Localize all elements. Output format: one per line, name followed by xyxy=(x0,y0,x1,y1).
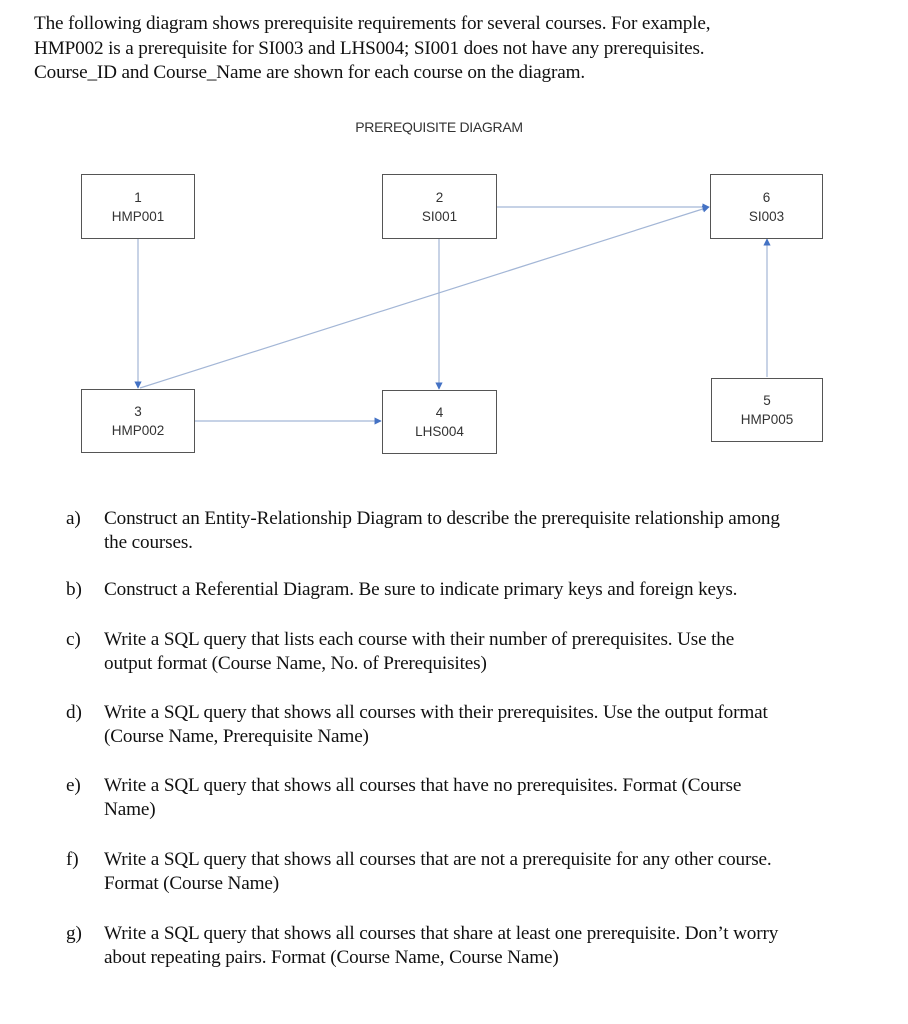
course-name: SI003 xyxy=(748,208,785,224)
course-id: 2 xyxy=(435,189,444,205)
question-line: Format (Course Name) xyxy=(104,873,279,894)
course-name: LHS004 xyxy=(415,424,464,439)
course-node-3 xyxy=(81,389,195,453)
question-text xyxy=(104,628,884,676)
question-line: Write a SQL query that shows all courses that have no prerequisites. Format (Course xyxy=(104,775,742,796)
question-line: Write a SQL query that shows all courses with their prerequisites. Use the output format xyxy=(104,702,768,723)
question-text xyxy=(104,774,884,822)
course-id: 3 xyxy=(134,404,142,419)
question-line: Construct a Referential Diagram. Be sure to indicate primary keys and foreign keys. xyxy=(104,579,738,600)
question-text xyxy=(104,578,884,602)
question-label: e) xyxy=(66,775,81,796)
question-line: Write a SQL query that lists each course with their number of prerequisites. Use the xyxy=(104,629,735,650)
course-node-6 xyxy=(710,174,823,239)
course-id: 6 xyxy=(762,189,771,205)
question-line: about repeating pairs. Format (Course Name, Course Name) xyxy=(104,947,559,968)
course-node-2 xyxy=(382,174,497,239)
intro-line: HMP002 is a prerequisite for SI003 and LHS004; SI001 does not have any prerequisites. xyxy=(34,37,705,59)
prerequisite-diagram xyxy=(0,0,908,480)
question-text xyxy=(104,848,884,896)
course-node-4 xyxy=(382,390,497,454)
course-id: 5 xyxy=(763,393,771,408)
question-text xyxy=(104,922,884,970)
course-id: 4 xyxy=(435,405,444,420)
course-name: HMP005 xyxy=(740,412,794,427)
question-line: Construct an Entity-Relationship Diagram to describe the prerequisite relationship among xyxy=(104,508,780,529)
question-line: the courses. xyxy=(104,532,193,553)
course-node-5 xyxy=(711,378,823,442)
question-text xyxy=(104,701,884,749)
course-node-1 xyxy=(81,174,195,239)
question-label: d) xyxy=(66,702,82,723)
question-label: f) xyxy=(66,849,79,870)
intro-line: Course_ID and Course_Name are shown for each course on the diagram. xyxy=(34,62,585,83)
question-line: Write a SQL query that shows all courses that are not a prerequisite for any other course. xyxy=(104,849,772,870)
course-id: 1 xyxy=(134,189,142,205)
course-name: HMP001 xyxy=(111,208,165,224)
intro-line: The following diagram shows prerequisite requirements for several courses. For example, xyxy=(34,13,711,34)
question-label: g) xyxy=(66,923,82,944)
diagram-title: PREREQUISITE DIAGRAM xyxy=(355,119,523,135)
question-label: a) xyxy=(66,508,81,529)
question-line: output format (Course Name, No. of Prerequisites) xyxy=(104,653,487,674)
course-name: SI001 xyxy=(421,208,458,224)
question-line: (Course Name, Prerequisite Name) xyxy=(104,726,369,747)
question-line: Name) xyxy=(104,799,156,820)
question-label: c) xyxy=(66,629,81,650)
question-label: b) xyxy=(66,579,82,600)
course-name: HMP002 xyxy=(111,423,165,438)
question-text xyxy=(104,507,884,555)
question-line: Write a SQL query that shows all courses that share at least one prerequisite. Don’t worry xyxy=(104,923,779,944)
